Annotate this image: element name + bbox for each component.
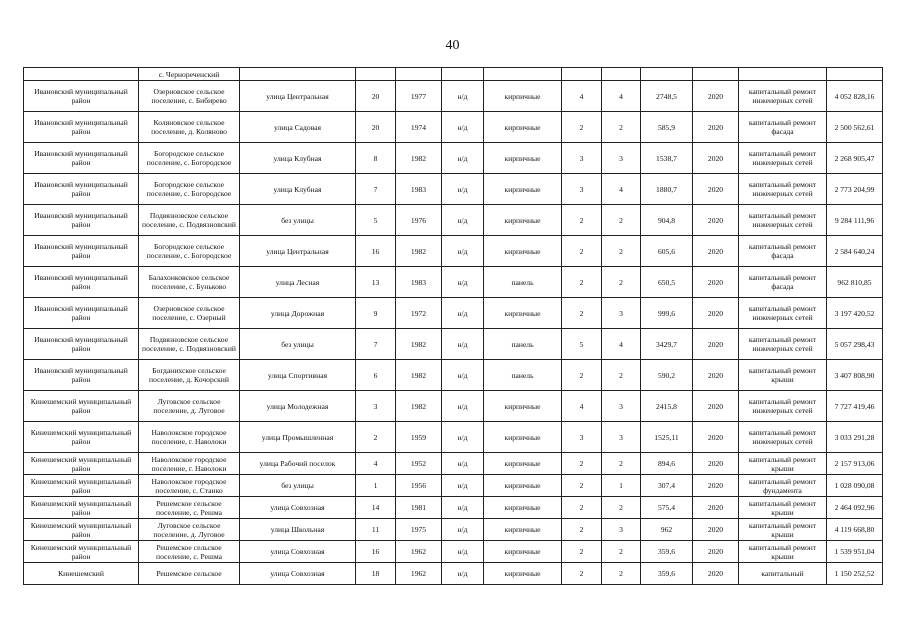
cell-cost: 3 407 808,90 bbox=[827, 360, 883, 391]
cell-build-year: 1983 bbox=[396, 267, 442, 298]
cell-settlement: Богородское сельское поселение, с. Богородское bbox=[139, 236, 240, 267]
cell-wall-material: кирпичные bbox=[484, 497, 562, 519]
cell-street: улица Центральная bbox=[240, 81, 356, 112]
cell-wall-material: панель bbox=[484, 267, 562, 298]
cell-repair-type: капитальный ремонт инженерных сетей bbox=[739, 81, 827, 112]
cell-entrances: 3 bbox=[602, 519, 641, 541]
table-row bbox=[24, 298, 883, 329]
cell-entrances: 3 bbox=[602, 391, 641, 422]
cell-area: 605,6 bbox=[641, 236, 693, 267]
cell-floors: 2 bbox=[562, 298, 602, 329]
cell-wall-material: кирпичные bbox=[484, 174, 562, 205]
cell-street: без улицы bbox=[240, 475, 356, 497]
cell-commission-year: н/д bbox=[442, 174, 484, 205]
cell-wall-material bbox=[484, 68, 562, 81]
cell-build-year: 1956 bbox=[396, 475, 442, 497]
cell-house-number: 13 bbox=[356, 267, 396, 298]
cell-house-number: 6 bbox=[356, 360, 396, 391]
cell-settlement: Подвязновское сельское поселение, с. Подвязновский bbox=[139, 329, 240, 360]
cell-entrances: 3 bbox=[602, 298, 641, 329]
cell-area: 307,4 bbox=[641, 475, 693, 497]
cell-cost: 5 057 298,43 bbox=[827, 329, 883, 360]
cell-house-number: 7 bbox=[356, 174, 396, 205]
cell-floors: 3 bbox=[562, 422, 602, 453]
table-row bbox=[24, 391, 883, 422]
cell-street: улица Клубная bbox=[240, 174, 356, 205]
cell-floors: 2 bbox=[562, 497, 602, 519]
cell-wall-material: кирпичные bbox=[484, 112, 562, 143]
cell-area: 575,4 bbox=[641, 497, 693, 519]
cell-settlement: Озерновское сельское поселение, с. Озерный bbox=[139, 298, 240, 329]
cell-house-number: 8 bbox=[356, 143, 396, 174]
cell-municipality: Ивановский муниципальный район bbox=[24, 205, 139, 236]
cell-municipality: Кинешемский муниципальный район bbox=[24, 391, 139, 422]
cell-repair-year: 2020 bbox=[693, 497, 739, 519]
cell-repair-type: капитальный bbox=[739, 563, 827, 585]
cell-municipality: Кинешемский муниципальный район bbox=[24, 541, 139, 563]
cell-repair-year: 2020 bbox=[693, 563, 739, 585]
cell-floors: 2 bbox=[562, 519, 602, 541]
table-body bbox=[24, 68, 883, 585]
cell-street: улица Совхозная bbox=[240, 497, 356, 519]
cell-build-year: 1982 bbox=[396, 391, 442, 422]
cell-municipality: Кинешемский муниципальный район bbox=[24, 453, 139, 475]
cell-commission-year: н/д bbox=[442, 453, 484, 475]
cell-settlement: Наволокское городское поселение, г. Наволоки bbox=[139, 453, 240, 475]
cell-floors: 2 bbox=[562, 360, 602, 391]
cell-area: 2748,5 bbox=[641, 81, 693, 112]
table-row bbox=[24, 205, 883, 236]
cell-street: улица Совхозная bbox=[240, 563, 356, 585]
cell-area: 359,6 bbox=[641, 563, 693, 585]
cell-repair-year: 2020 bbox=[693, 267, 739, 298]
cell-house-number: 2 bbox=[356, 422, 396, 453]
cell-wall-material: кирпичные bbox=[484, 391, 562, 422]
cell-repair-year: 2020 bbox=[693, 174, 739, 205]
cell-commission-year: н/д bbox=[442, 205, 484, 236]
cell-settlement: Озерновское сельское поселение, с. Бибирево bbox=[139, 81, 240, 112]
cell-repair-type: капитальный ремонт инженерных сетей bbox=[739, 391, 827, 422]
table-row bbox=[24, 475, 883, 497]
cell-repair-type: капитальный ремонт фундамента bbox=[739, 475, 827, 497]
cell-house-number: 20 bbox=[356, 81, 396, 112]
cell-commission-year: н/д bbox=[442, 497, 484, 519]
cell-entrances: 2 bbox=[602, 205, 641, 236]
cell-wall-material: кирпичные bbox=[484, 563, 562, 585]
cell-house-number: 4 bbox=[356, 453, 396, 475]
cell-repair-type: капитальный ремонт инженерных сетей bbox=[739, 205, 827, 236]
cell-wall-material: кирпичные bbox=[484, 298, 562, 329]
cell-repair-type: капитальный ремонт инженерных сетей bbox=[739, 143, 827, 174]
cell-build-year bbox=[396, 68, 442, 81]
cell-floors: 2 bbox=[562, 267, 602, 298]
table-row bbox=[24, 267, 883, 298]
housing-repair-table bbox=[23, 67, 883, 585]
cell-area: 1525,11 bbox=[641, 422, 693, 453]
cell-entrances: 2 bbox=[602, 360, 641, 391]
page-number: 40 bbox=[445, 38, 460, 53]
cell-wall-material: кирпичные bbox=[484, 81, 562, 112]
cell-commission-year: н/д bbox=[442, 422, 484, 453]
cell-repair-type: капитальный ремонт инженерных сетей bbox=[739, 329, 827, 360]
cell-repair-year: 2020 bbox=[693, 236, 739, 267]
cell-area: 2415,8 bbox=[641, 391, 693, 422]
cell-repair-type: капитальный ремонт инженерных сетей bbox=[739, 422, 827, 453]
cell-municipality: Ивановский муниципальный район bbox=[24, 81, 139, 112]
cell-repair-type bbox=[739, 68, 827, 81]
cell-floors: 2 bbox=[562, 236, 602, 267]
cell-entrances: 3 bbox=[602, 143, 641, 174]
cell-wall-material: кирпичные bbox=[484, 541, 562, 563]
cell-area: 1538,7 bbox=[641, 143, 693, 174]
cell-cost: 2 773 204,99 bbox=[827, 174, 883, 205]
cell-commission-year: н/д bbox=[442, 475, 484, 497]
cell-entrances: 2 bbox=[602, 453, 641, 475]
cell-build-year: 1983 bbox=[396, 174, 442, 205]
cell-street: улица Садовая bbox=[240, 112, 356, 143]
table-row bbox=[24, 497, 883, 519]
cell-entrances: 1 bbox=[602, 475, 641, 497]
cell-wall-material: кирпичные bbox=[484, 453, 562, 475]
cell-cost: 2 268 905,47 bbox=[827, 143, 883, 174]
cell-area: 962 bbox=[641, 519, 693, 541]
cell-street: улица Центральная bbox=[240, 236, 356, 267]
cell-repair-year: 2020 bbox=[693, 453, 739, 475]
table-row bbox=[24, 329, 883, 360]
cell-street: улица Дорожная bbox=[240, 298, 356, 329]
cell-settlement: Решемское сельское поселение, с. Решма bbox=[139, 497, 240, 519]
cell-build-year: 1982 bbox=[396, 143, 442, 174]
cell-cost: 2 464 092,96 bbox=[827, 497, 883, 519]
cell-settlement: Богданихское сельское поселение, д. Кочорский bbox=[139, 360, 240, 391]
cell-repair-year bbox=[693, 68, 739, 81]
cell-area bbox=[641, 68, 693, 81]
table-row bbox=[24, 81, 883, 112]
cell-house-number: 14 bbox=[356, 497, 396, 519]
cell-municipality: Кинешемский муниципальный район bbox=[24, 475, 139, 497]
table-row bbox=[24, 519, 883, 541]
cell-commission-year bbox=[442, 68, 484, 81]
cell-area: 590,2 bbox=[641, 360, 693, 391]
cell-floors: 2 bbox=[562, 112, 602, 143]
cell-floors: 2 bbox=[562, 475, 602, 497]
cell-floors bbox=[562, 68, 602, 81]
cell-street: улица Совхозная bbox=[240, 541, 356, 563]
table-row bbox=[24, 174, 883, 205]
cell-commission-year: н/д bbox=[442, 298, 484, 329]
cell-settlement: Наволокское городское поселение, г. Наволоки bbox=[139, 422, 240, 453]
cell-municipality: Кинешемский муниципальный район bbox=[24, 422, 139, 453]
cell-municipality: Ивановский муниципальный район bbox=[24, 298, 139, 329]
cell-wall-material: кирпичные bbox=[484, 205, 562, 236]
cell-repair-type: капитальный ремонт крыши bbox=[739, 519, 827, 541]
cell-settlement: Решемское сельское bbox=[139, 563, 240, 585]
cell-municipality: Ивановский муниципальный район bbox=[24, 267, 139, 298]
cell-repair-type: капитальный ремонт инженерных сетей bbox=[739, 174, 827, 205]
table-row bbox=[24, 143, 883, 174]
cell-municipality: Ивановский муниципальный район bbox=[24, 112, 139, 143]
cell-commission-year: н/д bbox=[442, 81, 484, 112]
cell-entrances: 4 bbox=[602, 81, 641, 112]
cell-street: улица Клубная bbox=[240, 143, 356, 174]
cell-repair-year: 2020 bbox=[693, 360, 739, 391]
cell-floors: 2 bbox=[562, 453, 602, 475]
cell-municipality bbox=[24, 68, 139, 81]
cell-municipality: Кинешемский bbox=[24, 563, 139, 585]
cell-entrances: 2 bbox=[602, 112, 641, 143]
cell-entrances: 3 bbox=[602, 422, 641, 453]
cell-street: без улицы bbox=[240, 329, 356, 360]
cell-area: 3429,7 bbox=[641, 329, 693, 360]
cell-house-number: 1 bbox=[356, 475, 396, 497]
cell-area: 999,6 bbox=[641, 298, 693, 329]
cell-wall-material: панель bbox=[484, 360, 562, 391]
cell-settlement: Богородское сельское поселение, с. Богородское bbox=[139, 143, 240, 174]
cell-build-year: 1972 bbox=[396, 298, 442, 329]
cell-build-year: 1962 bbox=[396, 563, 442, 585]
cell-build-year: 1952 bbox=[396, 453, 442, 475]
cell-repair-year: 2020 bbox=[693, 475, 739, 497]
cell-cost: 2 500 562,61 bbox=[827, 112, 883, 143]
cell-build-year: 1982 bbox=[396, 360, 442, 391]
cell-cost bbox=[827, 68, 883, 81]
cell-build-year: 1977 bbox=[396, 81, 442, 112]
cell-repair-year: 2020 bbox=[693, 541, 739, 563]
table-row bbox=[24, 563, 883, 585]
cell-commission-year: н/д bbox=[442, 112, 484, 143]
cell-cost: 4 052 828,16 bbox=[827, 81, 883, 112]
cell-municipality: Ивановский муниципальный район bbox=[24, 236, 139, 267]
cell-floors: 2 bbox=[562, 541, 602, 563]
cell-floors: 2 bbox=[562, 563, 602, 585]
cell-cost: 962 810,85 bbox=[827, 267, 883, 298]
cell-repair-year: 2020 bbox=[693, 391, 739, 422]
cell-municipality: Кинешемский муниципальный район bbox=[24, 497, 139, 519]
table-row bbox=[24, 360, 883, 391]
cell-cost: 3 033 291,28 bbox=[827, 422, 883, 453]
cell-house-number: 11 bbox=[356, 519, 396, 541]
cell-floors: 4 bbox=[562, 81, 602, 112]
cell-build-year: 1962 bbox=[396, 541, 442, 563]
cell-commission-year: н/д bbox=[442, 519, 484, 541]
cell-repair-year: 2020 bbox=[693, 81, 739, 112]
cell-settlement: Решемское сельское поселение, с. Решма bbox=[139, 541, 240, 563]
cell-street: улица Молодежная bbox=[240, 391, 356, 422]
cell-cost: 1 150 252,52 bbox=[827, 563, 883, 585]
cell-wall-material: панель bbox=[484, 329, 562, 360]
cell-build-year: 1976 bbox=[396, 205, 442, 236]
cell-repair-type: капитальный ремонт фасада bbox=[739, 112, 827, 143]
cell-commission-year: н/д bbox=[442, 236, 484, 267]
cell-street: улица Лесная bbox=[240, 267, 356, 298]
cell-entrances: 2 bbox=[602, 563, 641, 585]
cell-entrances: 2 bbox=[602, 541, 641, 563]
cell-area: 585,9 bbox=[641, 112, 693, 143]
cell-cost: 1 028 090,08 bbox=[827, 475, 883, 497]
cell-floors: 3 bbox=[562, 143, 602, 174]
cell-settlement: Подвязновское сельское поселение, с. Подвязновский bbox=[139, 205, 240, 236]
cell-settlement: Богородское сельское поселение, с. Богородское bbox=[139, 174, 240, 205]
cell-entrances bbox=[602, 68, 641, 81]
cell-cost: 1 539 951,04 bbox=[827, 541, 883, 563]
cell-repair-type: капитальный ремонт инженерных сетей bbox=[739, 298, 827, 329]
cell-area: 904,8 bbox=[641, 205, 693, 236]
cell-commission-year: н/д bbox=[442, 563, 484, 585]
cell-repair-type: капитальный ремонт крыши bbox=[739, 497, 827, 519]
cell-repair-type: капитальный ремонт крыши bbox=[739, 360, 827, 391]
cell-entrances: 4 bbox=[602, 174, 641, 205]
cell-commission-year: н/д bbox=[442, 541, 484, 563]
cell-street: без улицы bbox=[240, 205, 356, 236]
cell-settlement: Наволокское городское поселение, с. Станко bbox=[139, 475, 240, 497]
cell-street: улица Школьная bbox=[240, 519, 356, 541]
cell-settlement: Коляновское сельское поселение, д. Коляново bbox=[139, 112, 240, 143]
cell-repair-year: 2020 bbox=[693, 205, 739, 236]
cell-entrances: 2 bbox=[602, 497, 641, 519]
cell-wall-material: кирпичные bbox=[484, 143, 562, 174]
cell-municipality: Ивановский муниципальный район bbox=[24, 174, 139, 205]
cell-build-year: 1974 bbox=[396, 112, 442, 143]
cell-municipality: Ивановский муниципальный район bbox=[24, 360, 139, 391]
cell-repair-type: капитальный ремонт фасада bbox=[739, 236, 827, 267]
cell-repair-year: 2020 bbox=[693, 298, 739, 329]
cell-commission-year: н/д bbox=[442, 143, 484, 174]
cell-floors: 5 bbox=[562, 329, 602, 360]
cell-wall-material: кирпичные bbox=[484, 236, 562, 267]
cell-area: 359,6 bbox=[641, 541, 693, 563]
cell-municipality: Кинешемский муниципальный район bbox=[24, 519, 139, 541]
cell-repair-year: 2020 bbox=[693, 422, 739, 453]
cell-house-number: 16 bbox=[356, 236, 396, 267]
cell-street: улица Спортивная bbox=[240, 360, 356, 391]
cell-wall-material: кирпичные bbox=[484, 475, 562, 497]
cell-house-number: 16 bbox=[356, 541, 396, 563]
cell-entrances: 2 bbox=[602, 267, 641, 298]
cell-wall-material: кирпичные bbox=[484, 422, 562, 453]
cell-municipality: Ивановский муниципальный район bbox=[24, 329, 139, 360]
cell-repair-type: капитальный ремонт фасада bbox=[739, 267, 827, 298]
cell-entrances: 2 bbox=[602, 236, 641, 267]
cell-municipality: Ивановский муниципальный район bbox=[24, 143, 139, 174]
cell-house-number: 5 bbox=[356, 205, 396, 236]
cell-area: 894,6 bbox=[641, 453, 693, 475]
cell-repair-type: капитальный ремонт крыши bbox=[739, 541, 827, 563]
cell-build-year: 1959 bbox=[396, 422, 442, 453]
cell-settlement: Луговское сельское поселение, д. Луговое bbox=[139, 391, 240, 422]
cell-settlement: Балахонковское сельское поселение, с. Буньково bbox=[139, 267, 240, 298]
cell-house-number bbox=[356, 68, 396, 81]
cell-house-number: 18 bbox=[356, 563, 396, 585]
table-row bbox=[24, 541, 883, 563]
cell-settlement: Луговское сельское поселение, д. Луговое bbox=[139, 519, 240, 541]
cell-cost: 3 197 420,52 bbox=[827, 298, 883, 329]
cell-cost: 2 157 913,06 bbox=[827, 453, 883, 475]
cell-street: улица Промышленная bbox=[240, 422, 356, 453]
cell-repair-year: 2020 bbox=[693, 143, 739, 174]
cell-repair-year: 2020 bbox=[693, 112, 739, 143]
cell-commission-year: н/д bbox=[442, 360, 484, 391]
table-row bbox=[24, 453, 883, 475]
table-row bbox=[24, 68, 883, 81]
cell-commission-year: н/д bbox=[442, 329, 484, 360]
cell-floors: 3 bbox=[562, 174, 602, 205]
cell-cost: 7 727 419,46 bbox=[827, 391, 883, 422]
cell-entrances: 4 bbox=[602, 329, 641, 360]
cell-commission-year: н/д bbox=[442, 391, 484, 422]
cell-build-year: 1982 bbox=[396, 236, 442, 267]
cell-build-year: 1975 bbox=[396, 519, 442, 541]
cell-cost: 9 284 111,96 bbox=[827, 205, 883, 236]
cell-house-number: 3 bbox=[356, 391, 396, 422]
cell-repair-year: 2020 bbox=[693, 329, 739, 360]
cell-wall-material: кирпичные bbox=[484, 519, 562, 541]
cell-settlement: с. Чернореченский bbox=[139, 68, 240, 81]
cell-area: 650,5 bbox=[641, 267, 693, 298]
cell-area: 1880,7 bbox=[641, 174, 693, 205]
cell-house-number: 7 bbox=[356, 329, 396, 360]
cell-street: улица Рабочий поселок bbox=[240, 453, 356, 475]
table-row bbox=[24, 422, 883, 453]
table-row bbox=[24, 112, 883, 143]
cell-house-number: 9 bbox=[356, 298, 396, 329]
cell-cost: 4 119 668,80 bbox=[827, 519, 883, 541]
cell-street bbox=[240, 68, 356, 81]
cell-repair-year: 2020 bbox=[693, 519, 739, 541]
cell-build-year: 1981 bbox=[396, 497, 442, 519]
cell-cost: 2 584 640,24 bbox=[827, 236, 883, 267]
cell-floors: 2 bbox=[562, 205, 602, 236]
table-row bbox=[24, 236, 883, 267]
cell-commission-year: н/д bbox=[442, 267, 484, 298]
cell-repair-type: капитальный ремонт крыши bbox=[739, 453, 827, 475]
cell-build-year: 1982 bbox=[396, 329, 442, 360]
cell-floors: 4 bbox=[562, 391, 602, 422]
cell-house-number: 20 bbox=[356, 112, 396, 143]
